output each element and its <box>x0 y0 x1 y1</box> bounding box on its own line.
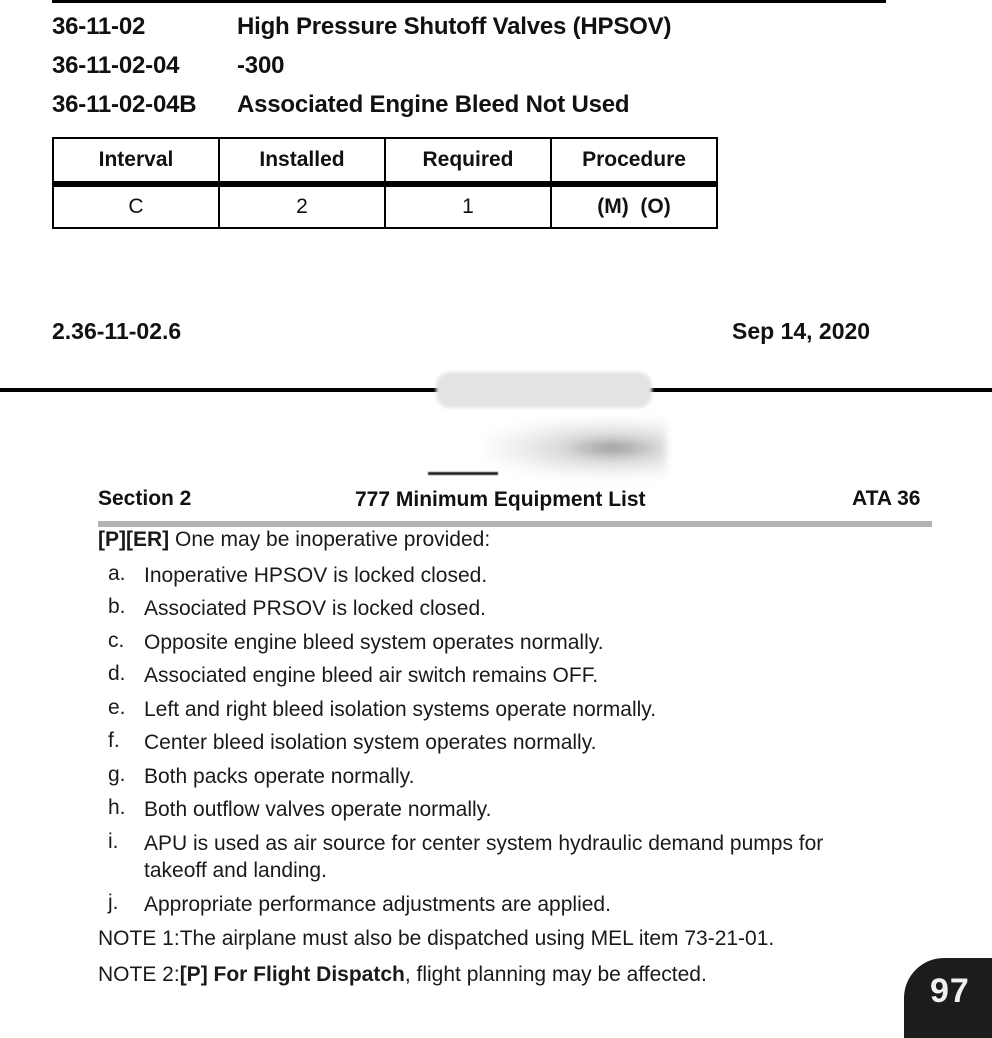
header-required: Required <box>385 138 551 184</box>
condition-text: Opposite engine bleed system operates normally. <box>144 631 604 654</box>
section-rule <box>98 521 932 527</box>
header-interval: Interval <box>53 138 219 184</box>
ata-chapter: ATA 36 <box>852 487 921 510</box>
item-title: -300 <box>237 52 285 79</box>
blurred-overlay <box>436 372 652 408</box>
condition-letter: d. <box>108 662 126 685</box>
document-title: 777 Minimum Equipment List <box>355 488 646 511</box>
note-label: NOTE 1: <box>98 927 180 950</box>
blurred-overlay-shadow <box>486 418 666 478</box>
condition-text: Associated PRSOV is locked closed. <box>144 597 486 620</box>
note-label: NOTE 2: <box>98 963 180 986</box>
note-bold-text: [P] For Flight Dispatch <box>179 963 405 986</box>
item-code: 36-11-02-04B <box>52 91 197 118</box>
condition-text: APU is used as air source for center system hydraulic demand pumps for <box>144 832 824 855</box>
cell-procedure: (M) (O) <box>551 184 717 228</box>
provision-text: One may be inoperative provided: <box>169 528 491 551</box>
header-installed: Installed <box>219 138 385 184</box>
page-number-badge[interactable] <box>904 958 992 1038</box>
provision-flags: [P][ER] <box>98 528 170 551</box>
cell-required: 1 <box>385 184 551 228</box>
condition-letter: a. <box>108 562 126 585</box>
mel-table <box>52 137 718 229</box>
condition-text-continued: takeoff and landing. <box>144 859 327 882</box>
note-text: The airplane must also be dispatched using MEL item 73-21-01. <box>179 927 775 950</box>
note-2 <box>98 963 707 987</box>
top-rule <box>52 0 886 3</box>
condition-letter: g. <box>108 763 126 786</box>
item-title: Associated Engine Bleed Not Used <box>237 91 630 118</box>
note-1 <box>98 927 774 951</box>
condition-letter: h. <box>108 796 126 819</box>
condition-text: Both packs operate normally. <box>144 765 415 788</box>
cell-installed: 2 <box>219 184 385 228</box>
condition-text: Left and right bleed isolation systems operate normally. <box>144 698 657 721</box>
provision-intro <box>98 528 490 552</box>
condition-text: Inoperative HPSOV is locked closed. <box>144 564 488 587</box>
header-procedure: Procedure <box>551 138 717 184</box>
condition-letter: i. <box>108 830 119 853</box>
cell-interval: C <box>53 184 219 228</box>
note-text: , flight planning may be affected. <box>404 963 707 986</box>
page-separator-left <box>0 388 440 392</box>
revision-date: Sep 14, 2020 <box>732 318 871 344</box>
condition-text: Both outflow valves operate normally. <box>144 798 492 821</box>
condition-text: Appropriate performance adjustments are applied. <box>144 893 611 916</box>
condition-letter: j. <box>108 891 119 914</box>
table-header-row <box>53 138 717 184</box>
item-title: High Pressure Shutoff Valves (HPSOV) <box>237 13 672 40</box>
item-code: 36-11-02 <box>52 13 146 40</box>
page-number: 97 <box>930 972 970 1010</box>
condition-letter: c. <box>108 629 125 652</box>
page-separator-right <box>648 388 992 392</box>
condition-letter: e. <box>108 696 126 719</box>
condition-letter: b. <box>108 595 126 618</box>
page-reference: 2.36-11-02.6 <box>52 318 182 344</box>
item-code: 36-11-02-04 <box>52 52 180 79</box>
blurred-line-artifact <box>428 472 498 475</box>
condition-text: Center bleed isolation system operates normally. <box>144 731 597 754</box>
table-row <box>53 184 717 228</box>
condition-text: Associated engine bleed air switch remains OFF. <box>144 664 599 687</box>
section-label: Section 2 <box>98 487 192 510</box>
condition-letter: f. <box>108 729 120 752</box>
